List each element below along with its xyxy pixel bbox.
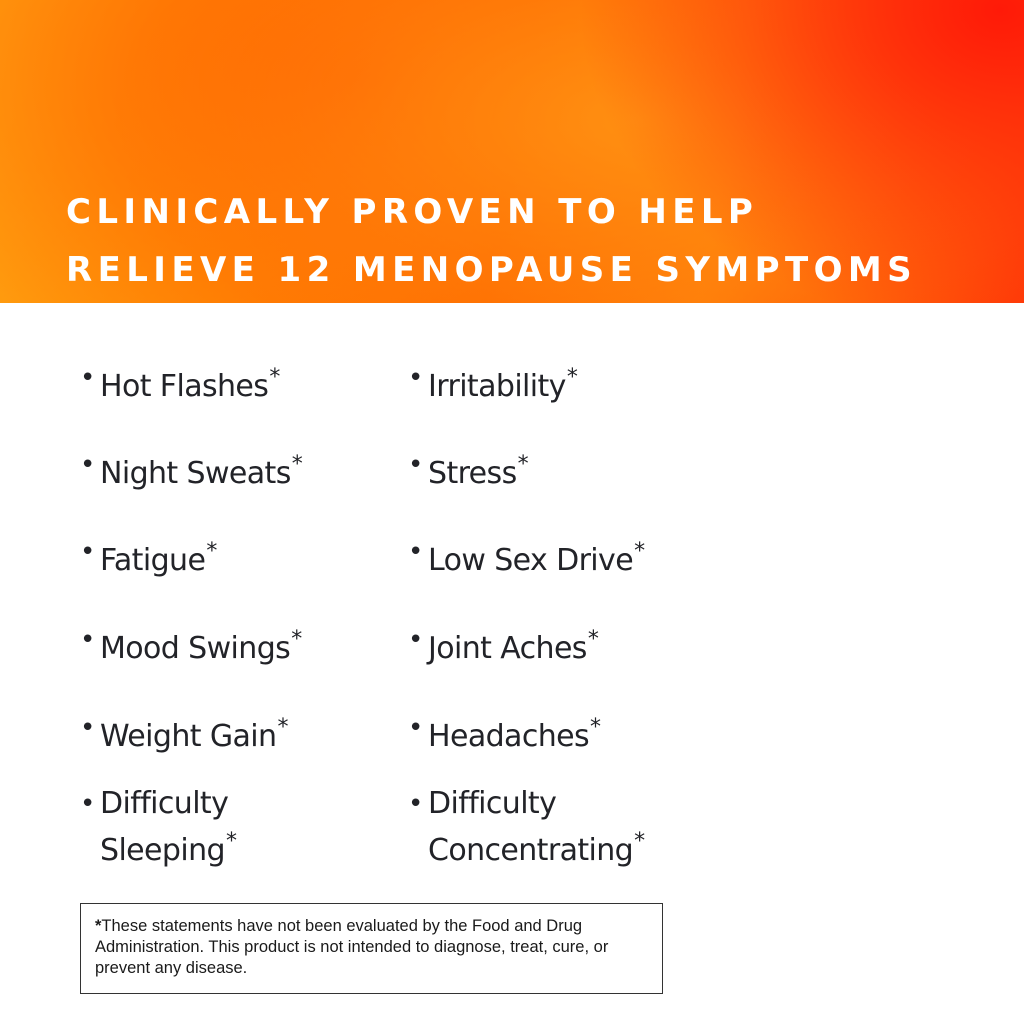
symptom-label: Low Sex Drive — [428, 543, 634, 578]
bullet-icon: • — [408, 789, 423, 819]
symptom-joint-aches — [408, 621, 598, 668]
banner-title-line-1: CLINICALLY PROVEN TO HELP — [66, 192, 759, 232]
symptom-irritability — [408, 359, 577, 406]
header-banner — [0, 0, 1024, 303]
symptom-hot-flashes — [80, 359, 280, 406]
symptom-mood-swings — [80, 621, 302, 668]
symptom-label: Headaches — [428, 719, 590, 754]
bullet-icon: • — [80, 789, 95, 819]
asterisk: * — [587, 627, 599, 652]
asterisk: * — [291, 452, 303, 477]
banner-title-line-2: RELIEVE 12 MENOPAUSE SYMPTOMS — [66, 250, 917, 290]
symptom-low-sex-drive — [408, 533, 644, 580]
asterisk: * — [566, 365, 578, 390]
asterisk: * — [517, 452, 529, 477]
symptom-headaches — [408, 709, 600, 756]
symptom-label: Irritability — [428, 369, 566, 404]
symptom-difficulty-sleeping — [80, 785, 236, 870]
asterisk: * — [590, 715, 601, 740]
asterisk: * — [634, 829, 645, 854]
symptom-weight-gain — [80, 709, 288, 756]
fda-disclaimer-box — [80, 903, 663, 994]
symptom-fatigue — [80, 533, 217, 580]
symptom-night-sweats — [80, 446, 302, 493]
symptom-label: Difficulty — [428, 786, 557, 821]
bullet-icon: • — [80, 363, 95, 393]
asterisk: * — [206, 539, 217, 564]
bullet-icon: • — [408, 713, 423, 743]
banner-title — [66, 183, 1006, 299]
symptom-label: Difficulty — [100, 786, 229, 821]
bullet-icon: • — [408, 363, 423, 393]
bullet-icon: • — [80, 625, 95, 655]
symptom-label: Joint Aches — [428, 631, 587, 666]
disclaimer-text: These statements have not been evaluated by the Food and Drug Administration. This product is not intended to diagnose, treat, cure, or prevent any disease. — [95, 917, 609, 977]
symptom-difficulty-concentrating — [408, 785, 645, 870]
asterisk: * — [225, 829, 237, 854]
symptom-label: Fatigue — [100, 543, 206, 578]
bullet-icon: • — [408, 537, 423, 567]
symptom-label-line-2: Sleeping — [100, 833, 225, 868]
symptom-label: Weight Gain — [100, 719, 277, 754]
symptom-label: Night Sweats — [100, 456, 291, 491]
bullet-icon: • — [80, 713, 95, 743]
asterisk: * — [634, 539, 645, 564]
asterisk: * — [277, 715, 288, 740]
symptom-label: Mood Swings — [100, 631, 291, 666]
bullet-icon: • — [80, 537, 95, 567]
symptom-label: Stress — [428, 456, 517, 491]
disclaimer-asterisk: * — [95, 917, 102, 935]
bullet-icon: • — [80, 450, 95, 480]
asterisk: * — [269, 365, 280, 390]
bullet-icon: • — [408, 450, 423, 480]
symptom-stress — [408, 446, 528, 493]
asterisk: * — [291, 627, 302, 652]
symptom-label-line-2: Concentrating — [428, 833, 634, 868]
symptom-label: Hot Flashes — [100, 369, 269, 404]
bullet-icon: • — [408, 625, 423, 655]
